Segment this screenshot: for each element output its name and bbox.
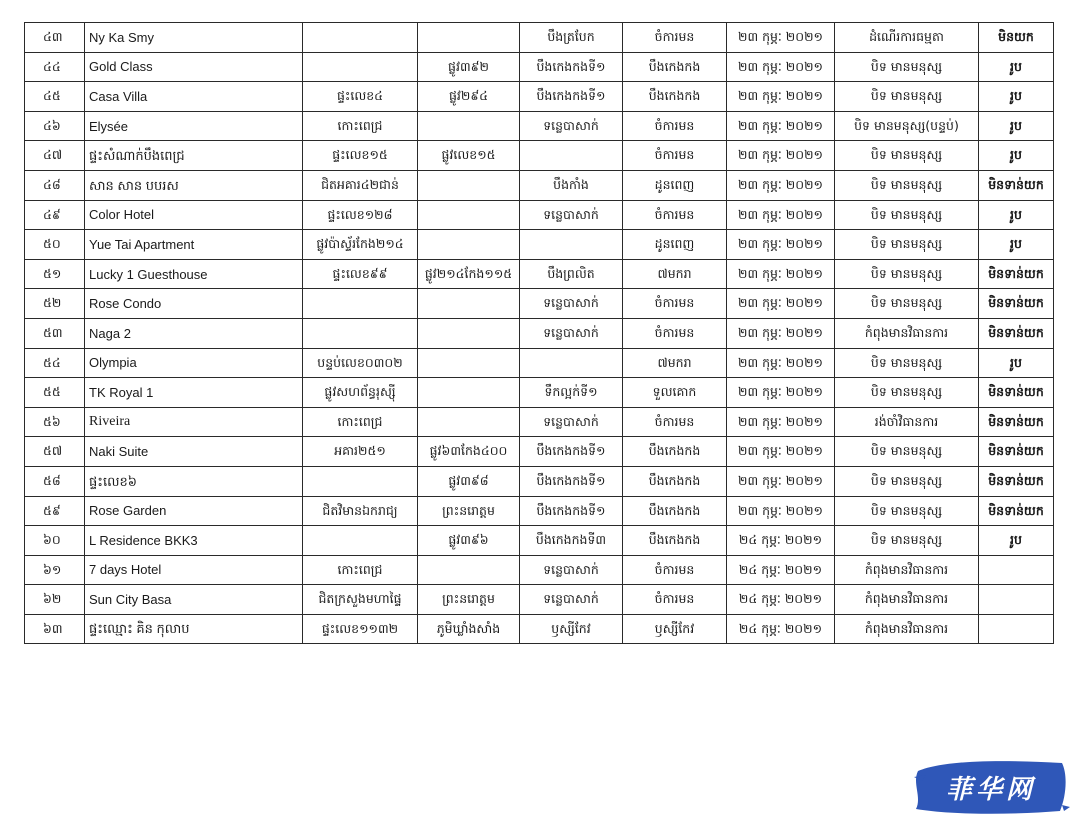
address-street-cell: ភូមិឃ្លាំងសាំង: [418, 614, 520, 643]
address-house-cell: ជិតអគារ៤២ជាន់: [303, 170, 418, 200]
status-cell: ដំណើរការធម្មតា: [835, 23, 979, 53]
photo-status-cell: [979, 585, 1054, 615]
hotel-name-cell: Color Hotel: [85, 200, 303, 230]
photo-status-cell: រូប: [979, 230, 1054, 260]
commune-cell: [520, 230, 623, 260]
district-cell: ចំការមន: [623, 141, 727, 171]
address-house-cell: ជិតវិមានឯករាជ្យ: [303, 496, 418, 526]
address-house-cell: ផ្លូវសហព័ន្ធរុស្ស៊ី: [303, 378, 418, 408]
address-house-cell: កោះពេជ្រ: [303, 111, 418, 141]
district-cell: ៧មករា: [623, 259, 727, 289]
district-cell: បឹងកេងកង: [623, 526, 727, 556]
commune-cell: [520, 348, 623, 378]
district-cell: ឫស្សីកែវ: [623, 614, 727, 643]
date-cell: ២៣ កុម្ភៈ ២០២១: [727, 170, 835, 200]
hotel-name-cell: Rose Condo: [85, 289, 303, 319]
row-number-cell: ៥២: [25, 289, 85, 319]
photo-status-cell: មិនទាន់យក: [979, 170, 1054, 200]
date-cell: ២៣ កុម្ភៈ ២០២១: [727, 141, 835, 171]
address-street-cell: ផ្លូវ២១៤កែង១១៥: [418, 259, 520, 289]
status-cell: បិទ មានមនុស្ស: [835, 526, 979, 556]
date-cell: ២៣ កុម្ភៈ ២០២១: [727, 82, 835, 112]
table-row: [25, 170, 1054, 200]
address-house-cell: កោះពេជ្រ: [303, 555, 418, 585]
row-number-cell: ៥៣: [25, 318, 85, 348]
commune-cell: បឹងត្របែក: [520, 23, 623, 53]
status-cell: បិទ មានមនុស្ស: [835, 259, 979, 289]
row-number-cell: ៤៩: [25, 200, 85, 230]
date-cell: ២៣ កុម្ភៈ ២០២១: [727, 200, 835, 230]
hotel-name-cell: សាន សាន បបរស: [85, 170, 303, 200]
commune-cell: ទន្លេបាសាក់: [520, 318, 623, 348]
status-cell: កំពុងមានវិធានការ: [835, 555, 979, 585]
hotel-name-cell: Olympia: [85, 348, 303, 378]
address-street-cell: [418, 378, 520, 408]
district-cell: ដូនពេញ: [623, 230, 727, 260]
hotel-name-cell: TK Royal 1: [85, 378, 303, 408]
photo-status-cell: មិនទាន់យក: [979, 437, 1054, 467]
row-number-cell: ៤៥: [25, 82, 85, 112]
status-cell: បិទ មានមនុស្ស: [835, 348, 979, 378]
status-cell: បិទ មានមនុស្ស: [835, 141, 979, 171]
photo-status-cell: មិនទាន់យក: [979, 407, 1054, 437]
district-cell: ចំការមន: [623, 407, 727, 437]
district-cell: ចំការមន: [623, 318, 727, 348]
address-house-cell: បន្ទប់លេខ០៣០២: [303, 348, 418, 378]
address-house-cell: ផ្លូវប៉ាស្ទ័រកែង២១៤: [303, 230, 418, 260]
hotel-name-cell: Yue Tai Apartment: [85, 230, 303, 260]
status-cell: បិទ មានមនុស្ស: [835, 52, 979, 82]
commune-cell: បឹងកេងកងទី១: [520, 466, 623, 496]
address-street-cell: [418, 200, 520, 230]
address-street-cell: [418, 23, 520, 53]
date-cell: ២៣ កុម្ភៈ ២០២១: [727, 289, 835, 319]
row-number-cell: ៥៤: [25, 348, 85, 378]
commune-cell: ទន្លេបាសាក់: [520, 111, 623, 141]
address-street-cell: ផ្លូវលេខ១៥: [418, 141, 520, 171]
table-row: [25, 466, 1054, 496]
photo-status-cell: រូប: [979, 348, 1054, 378]
status-cell: បិទ មានមនុស្ស: [835, 466, 979, 496]
table-row: [25, 111, 1054, 141]
address-house-cell: ផ្ទះលេខ៩៩: [303, 259, 418, 289]
hotel-name-cell: Lucky 1 Guesthouse: [85, 259, 303, 289]
address-house-cell: អគារ២៥១: [303, 437, 418, 467]
hotel-name-cell: 7 days Hotel: [85, 555, 303, 585]
district-cell: ទួលគោក: [623, 378, 727, 408]
row-number-cell: ៥៨: [25, 466, 85, 496]
commune-cell: ទន្លេបាសាក់: [520, 555, 623, 585]
row-number-cell: ៤៦: [25, 111, 85, 141]
address-house-cell: កោះពេជ្រ: [303, 407, 418, 437]
date-cell: ២៣ កុម្ភៈ ២០២១: [727, 437, 835, 467]
date-cell: ២៤ កុម្ភៈ ២០២១: [727, 555, 835, 585]
status-cell: រង់ចាំវិធានការ: [835, 407, 979, 437]
address-street-cell: ផ្លូវ៣៩៦: [418, 526, 520, 556]
status-cell: បិទ មានមនុស្ស(បន្ទប់): [835, 111, 979, 141]
date-cell: ២៤ កុម្ភៈ ២០២១: [727, 614, 835, 643]
date-cell: ២៣ កុម្ភៈ ២០២១: [727, 348, 835, 378]
date-cell: ២៣ កុម្ភៈ ២០២១: [727, 52, 835, 82]
photo-status-cell: [979, 555, 1054, 585]
status-cell: បិទ មានមនុស្ស: [835, 437, 979, 467]
commune-cell: ទន្លេបាសាក់: [520, 585, 623, 615]
district-cell: បឹងកេងកង: [623, 82, 727, 112]
photo-status-cell: [979, 614, 1054, 643]
date-cell: ២៣ កុម្ភៈ ២០២១: [727, 23, 835, 53]
status-cell: បិទ មានមនុស្ស: [835, 82, 979, 112]
watermark-logo: [912, 757, 1070, 817]
photo-status-cell: រូប: [979, 52, 1054, 82]
table-row: [25, 555, 1054, 585]
status-cell: បិទ មានមនុស្ស: [835, 496, 979, 526]
date-cell: ២៤ កុម្ភៈ ២០២១: [727, 585, 835, 615]
photo-status-cell: រូប: [979, 141, 1054, 171]
district-cell: ចំការមន: [623, 111, 727, 141]
address-street-cell: [418, 111, 520, 141]
photo-status-cell: មិនទាន់យក: [979, 378, 1054, 408]
hotel-name-cell: L Residence BKK3: [85, 526, 303, 556]
address-street-cell: [418, 170, 520, 200]
address-house-cell: [303, 52, 418, 82]
district-cell: ៧មករា: [623, 348, 727, 378]
address-house-cell: [303, 318, 418, 348]
address-street-cell: ផ្លូវ២៩៤: [418, 82, 520, 112]
status-cell: កំពុងមានវិធានការ: [835, 318, 979, 348]
address-house-cell: ផ្ទះលេខ១៥: [303, 141, 418, 171]
photo-status-cell: មិនទាន់យក: [979, 466, 1054, 496]
address-street-cell: [418, 407, 520, 437]
date-cell: ២៣ កុម្ភៈ ២០២១: [727, 111, 835, 141]
date-cell: ២៣ កុម្ភៈ ២០២១: [727, 407, 835, 437]
row-number-cell: ៦១: [25, 555, 85, 585]
date-cell: ២៣ កុម្ភៈ ២០២១: [727, 259, 835, 289]
row-number-cell: ៦២: [25, 585, 85, 615]
table-body: [25, 23, 1054, 644]
photo-status-cell: មិនទាន់យក: [979, 259, 1054, 289]
hotel-name-cell: Gold Class: [85, 52, 303, 82]
table-row: [25, 141, 1054, 171]
commune-cell: បឹងកេងកងទី៣: [520, 526, 623, 556]
hotel-name-cell: ផ្ទះឈ្មោះ គិន កុលាប: [85, 614, 303, 643]
date-cell: ២៣ កុម្ភៈ ២០២១: [727, 496, 835, 526]
status-cell: បិទ មានមនុស្ស: [835, 230, 979, 260]
commune-cell: ទន្លេបាសាក់: [520, 200, 623, 230]
commune-cell: បឹងកេងកងទី១: [520, 82, 623, 112]
table-row: [25, 437, 1054, 467]
table-row: [25, 348, 1054, 378]
address-street-cell: [418, 318, 520, 348]
commune-cell: បឹងកេងកងទី១: [520, 52, 623, 82]
address-house-cell: ជិតក្រសួងមហាផ្ទៃ: [303, 585, 418, 615]
status-cell: កំពុងមានវិធានការ: [835, 614, 979, 643]
row-number-cell: ៦៣: [25, 614, 85, 643]
district-cell: ចំការមន: [623, 200, 727, 230]
document-table: [24, 22, 1054, 644]
table-row: [25, 378, 1054, 408]
commune-cell: បឹងកាំង: [520, 170, 623, 200]
hotel-name-cell: Elysée: [85, 111, 303, 141]
row-number-cell: ៥៩: [25, 496, 85, 526]
hotel-name-cell: ផ្ទះសំណាក់បឹងពេជ្រ: [85, 141, 303, 171]
table-row: [25, 496, 1054, 526]
district-cell: បឹងកេងកង: [623, 466, 727, 496]
row-number-cell: ៥០: [25, 230, 85, 260]
address-street-cell: ព្រះនរោត្តម: [418, 585, 520, 615]
table-row: [25, 614, 1054, 643]
district-cell: ដូនពេញ: [623, 170, 727, 200]
status-cell: កំពុងមានវិធានការ: [835, 585, 979, 615]
address-street-cell: ព្រះនរោត្តម: [418, 496, 520, 526]
district-cell: ចំការមន: [623, 23, 727, 53]
commune-cell: ឫស្សីកែវ: [520, 614, 623, 643]
commune-cell: បឹងកេងកងទី១: [520, 437, 623, 467]
status-cell: បិទ មានមនុស្ស: [835, 289, 979, 319]
table-row: [25, 407, 1054, 437]
date-cell: ២៣ កុម្ភៈ ២០២១: [727, 318, 835, 348]
table-row: [25, 82, 1054, 112]
hotel-name-cell: Rose Garden: [85, 496, 303, 526]
date-cell: ២៣ កុម្ភៈ ២០២១: [727, 230, 835, 260]
row-number-cell: ៤៧: [25, 141, 85, 171]
address-street-cell: [418, 230, 520, 260]
table-row: [25, 52, 1054, 82]
table-row: [25, 23, 1054, 53]
district-cell: បឹងកេងកង: [623, 52, 727, 82]
address-street-cell: [418, 289, 520, 319]
address-street-cell: ផ្លូវ៣៩២: [418, 52, 520, 82]
hotel-name-cell: Naga 2: [85, 318, 303, 348]
table-row: [25, 585, 1054, 615]
table-row: [25, 200, 1054, 230]
hotel-name-cell: Sun City Basa: [85, 585, 303, 615]
district-cell: ចំការមន: [623, 585, 727, 615]
photo-status-cell: មិនទាន់យក: [979, 289, 1054, 319]
district-cell: ចំការមន: [623, 555, 727, 585]
hotel-name-cell: Ny Ka Smy: [85, 23, 303, 53]
photo-status-cell: រូប: [979, 526, 1054, 556]
status-cell: បិទ មានមនុស្ស: [835, 170, 979, 200]
commune-cell: បឹងព្រលិត: [520, 259, 623, 289]
row-number-cell: ៥៧: [25, 437, 85, 467]
commune-cell: ទន្លេបាសាក់: [520, 407, 623, 437]
row-number-cell: ៥១: [25, 259, 85, 289]
row-number-cell: ៤៤: [25, 52, 85, 82]
status-cell: បិទ មានមនុស្ស: [835, 200, 979, 230]
hotel-name-cell: Riveira: [85, 407, 303, 437]
row-number-cell: ៥៥: [25, 378, 85, 408]
commune-cell: [520, 141, 623, 171]
address-street-cell: [418, 348, 520, 378]
address-house-cell: ផ្ទះលេខ១១៣២: [303, 614, 418, 643]
photo-status-cell: មិនទាន់យក: [979, 496, 1054, 526]
hotel-name-cell: ផ្ទះលេខ៦: [85, 466, 303, 496]
photo-status-cell: មិនទាន់យក: [979, 318, 1054, 348]
address-street-cell: ផ្លូវ៣៩៨: [418, 466, 520, 496]
address-house-cell: [303, 466, 418, 496]
district-cell: បឹងកេងកង: [623, 496, 727, 526]
row-number-cell: ៤៣: [25, 23, 85, 53]
table-row: [25, 230, 1054, 260]
photo-status-cell: មិនយក: [979, 23, 1054, 53]
hotel-name-cell: Naki Suite: [85, 437, 303, 467]
table-row: [25, 289, 1054, 319]
hotel-name-cell: Casa Villa: [85, 82, 303, 112]
commune-cell: ទន្លេបាសាក់: [520, 289, 623, 319]
row-number-cell: ៥៦: [25, 407, 85, 437]
commune-cell: បឹងកេងកងទី១: [520, 496, 623, 526]
photo-status-cell: រូប: [979, 82, 1054, 112]
address-house-cell: [303, 526, 418, 556]
photo-status-cell: រូប: [979, 200, 1054, 230]
photo-status-cell: រូប: [979, 111, 1054, 141]
address-house-cell: [303, 23, 418, 53]
row-number-cell: ៤៨: [25, 170, 85, 200]
address-house-cell: ផ្ទះលេខ៤: [303, 82, 418, 112]
address-house-cell: ផ្ទះលេខ១២៨: [303, 200, 418, 230]
watermark-text: 菲华网: [945, 774, 1036, 805]
date-cell: ២៤ កុម្ភៈ ២០២១: [727, 526, 835, 556]
date-cell: ២៣ កុម្ភៈ ២០២១: [727, 378, 835, 408]
commune-cell: ទឹកល្អក់ទី១: [520, 378, 623, 408]
address-street-cell: ផ្លូវ៦៣កែង៤០០: [418, 437, 520, 467]
address-house-cell: [303, 289, 418, 319]
table-row: [25, 526, 1054, 556]
status-cell: បិទ មានមនុស្ស: [835, 378, 979, 408]
date-cell: ២៣ កុម្ភៈ ២០២១: [727, 466, 835, 496]
table-row: [25, 259, 1054, 289]
row-number-cell: ៦០: [25, 526, 85, 556]
table-row: [25, 318, 1054, 348]
district-cell: ចំការមន: [623, 289, 727, 319]
address-street-cell: [418, 555, 520, 585]
district-cell: បឹងកេងកង: [623, 437, 727, 467]
